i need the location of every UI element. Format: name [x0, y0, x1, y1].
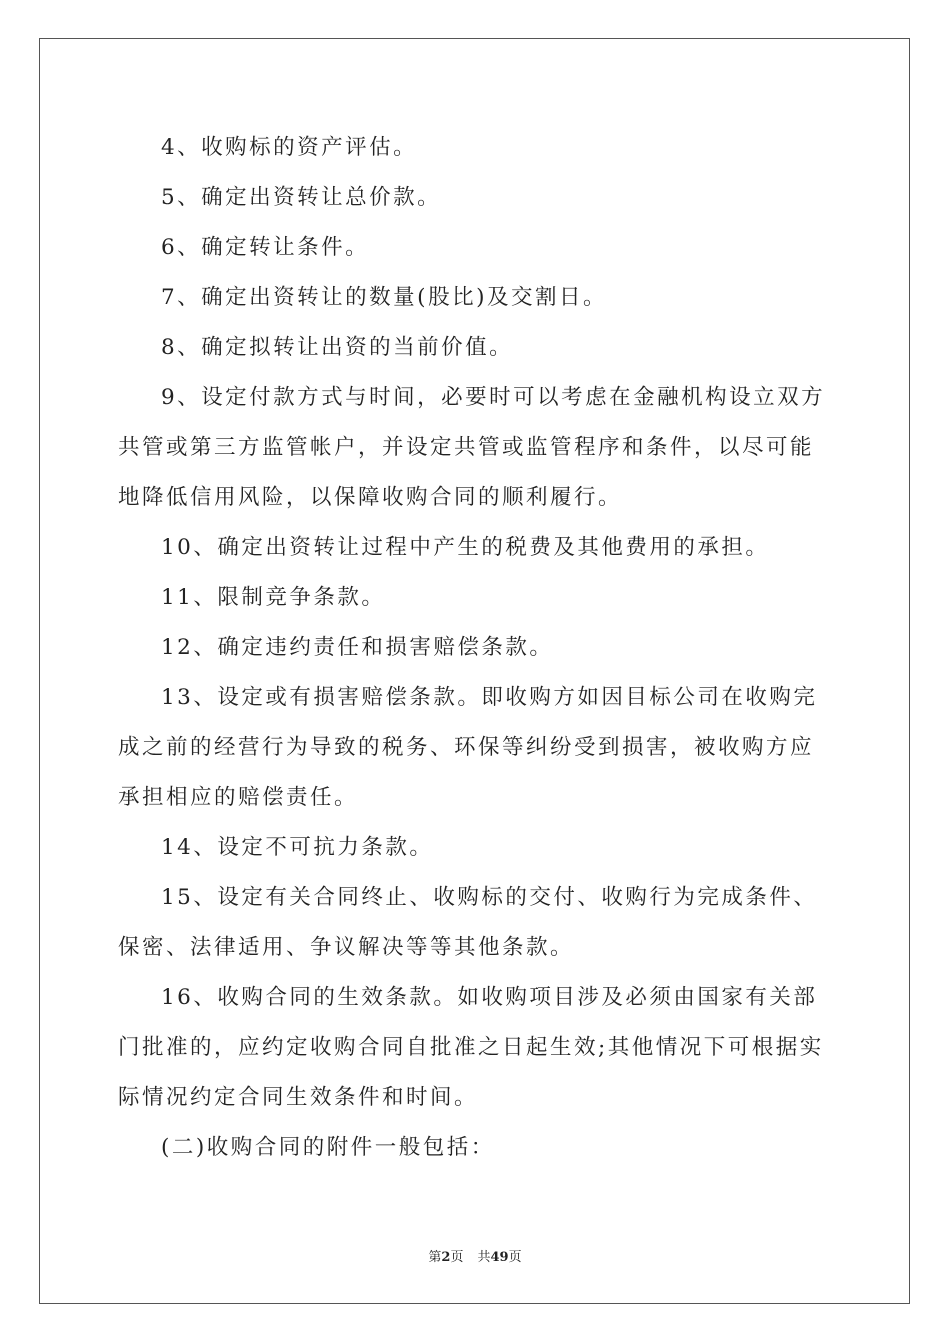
- page-footer: [0, 1246, 950, 1265]
- paragraph-item-10: 10、确定出资转让过程中产生的税费及其他费用的承担。: [161, 535, 770, 560]
- footer-total-prefix: 共: [477, 1250, 491, 1265]
- paragraph-item-16: 16、收购合同的生效条款。如收购项目涉及必须由国家有关部门批准的，应约定收购合同自批准之日起生效;其他情况下可根据实际情况约定合同生效条件和时间。: [118, 985, 824, 1110]
- footer-total-suffix: 页: [508, 1250, 522, 1265]
- paragraph-attachments-heading: (二)收购合同的附件一般包括：: [161, 1135, 495, 1160]
- paragraph-item-8: 8、确定拟转让出资的当前价值。: [161, 335, 514, 360]
- paragraph-item-12: 12、确定违约责任和损害赔偿条款。: [161, 635, 554, 660]
- paragraph-item-4: 4、收购标的资产评估。: [161, 135, 418, 160]
- footer-total-pages: 49: [490, 1250, 509, 1265]
- paragraph-item-5: 5、确定出资转让总价款。: [161, 185, 442, 210]
- footer-page-prefix: 第: [428, 1250, 442, 1265]
- footer-page-suffix: 页: [450, 1250, 464, 1265]
- footer-page-number: 2: [441, 1250, 451, 1265]
- paragraph-item-6: 6、确定转让条件。: [161, 235, 370, 260]
- paragraph-item-7: 7、确定出资转让的数量(股比)及交割日。: [161, 285, 607, 310]
- paragraph-item-9: 9、设定付款方式与时间，必要时可以考虑在金融机构设立双方共管或第三方监管帐户，并设定共管或监管程序和条件，以尽可能地降低信用风险，以保障收购合同的顺利履行。: [118, 385, 826, 510]
- paragraph-item-15: 15、设定有关合同终止、收购标的交付、收购行为完成条件、保密、法律适用、争议解决等等其他条款。: [118, 885, 818, 960]
- paragraph-item-11: 11、限制竞争条款。: [161, 585, 386, 610]
- document-body: [118, 123, 834, 1173]
- paragraph-item-13: 13、设定或有损害赔偿条款。即收购方如因目标公司在收购完成之前的经营行为导致的税务、环保等纠纷受到损害，被收购方应承担相应的赔偿责任。: [118, 685, 818, 810]
- paragraph-item-14: 14、设定不可抗力条款。: [161, 835, 434, 860]
